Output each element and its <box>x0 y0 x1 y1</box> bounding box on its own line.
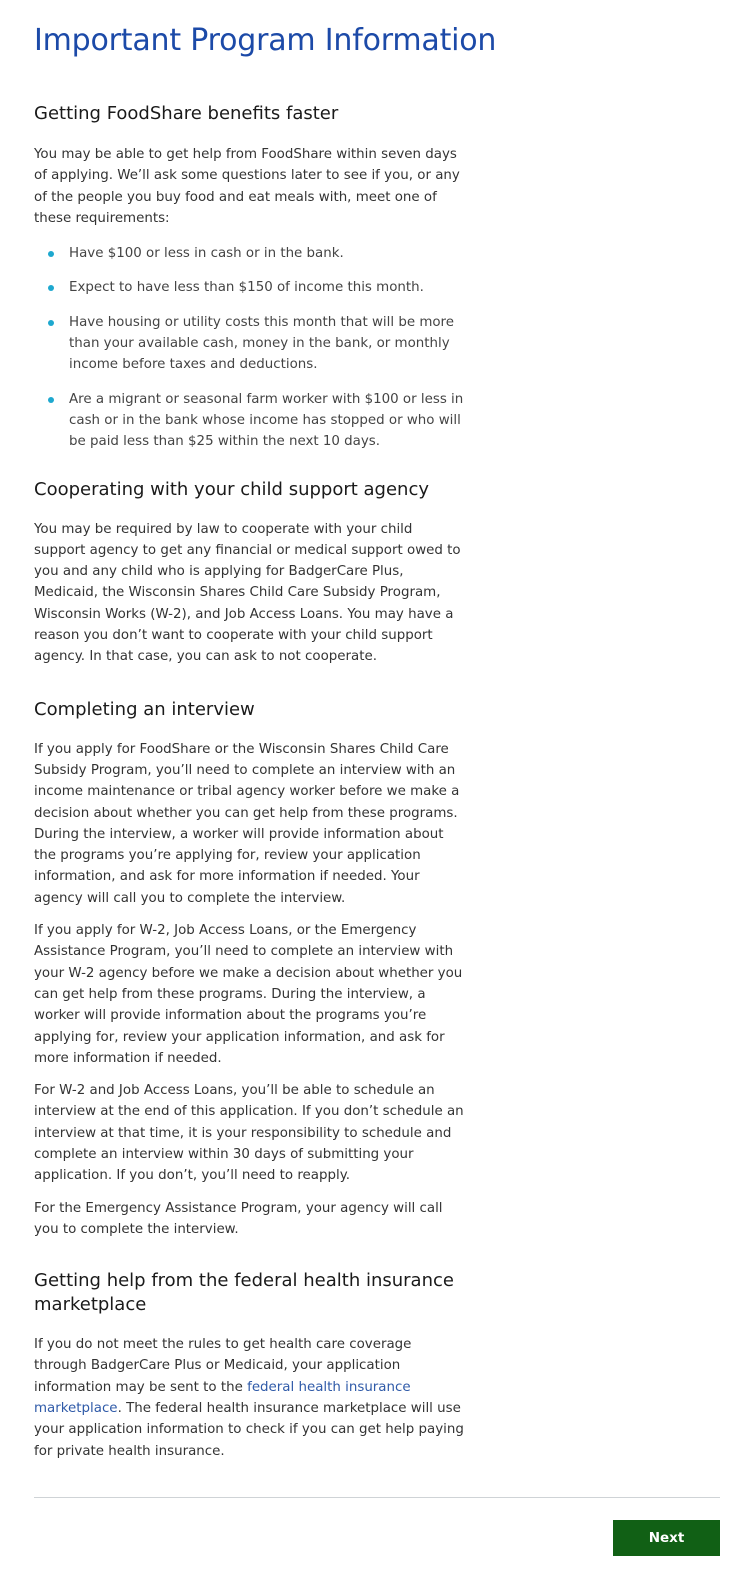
bullet-icon <box>48 285 54 291</box>
bullet-icon <box>48 320 54 326</box>
child-support-section <box>34 478 464 668</box>
main-content <box>34 0 497 1462</box>
marketplace-text <box>34 1334 464 1462</box>
child-support-heading: Cooperating with your child support agency <box>34 478 430 500</box>
page-container <box>34 0 720 1462</box>
list-item <box>34 243 464 264</box>
marketplace-heading: Getting help from the federal health insurance marketplace <box>34 1270 454 1316</box>
marketplace-text-before: If you do not meet the rules to get health care coverage through BadgerCare Plus or Medicaid, your application information may be sent to the <box>34 1337 412 1395</box>
requirement-text: Are a migrant or seasonal farm worker with $100 or less in cash or in the bank whose income has stopped or who will be paid less than $25 within the next 10 days. <box>69 391 464 450</box>
requirements-list <box>34 243 464 452</box>
interview-paragraph-4: For the Emergency Assistance Program, your agency will call you to complete the interview. <box>34 1200 443 1237</box>
interview-section <box>34 698 464 1241</box>
foodshare-section <box>34 102 464 453</box>
marketplace-section <box>34 1269 464 1462</box>
page-title: Important Program Information <box>34 23 497 58</box>
footer-divider <box>34 1497 720 1498</box>
foodshare-heading: Getting FoodShare benefits faster <box>34 103 339 124</box>
next-button[interactable]: Next <box>613 1520 720 1556</box>
interview-paragraph-1: If you apply for FoodShare or the Wisconsin Shares Child Care Subsidy Program, you’ll need to complete an interview with an income maintenance or tribal agency worker before we make a decision about whether you can get help from these programs. During the interview, a worker will provide information about the programs you’re applying for, review your application information, and ask for more information if needed. Your agency will call you to complete the interview. <box>34 741 460 906</box>
list-item <box>34 277 464 298</box>
requirement-text: Have housing or utility costs this month that will be more than your available cash, money in the bank, or monthly income before taxes and deductions. <box>69 314 455 373</box>
bullet-icon <box>48 397 54 403</box>
list-item <box>34 312 464 376</box>
child-support-text: You may be required by law to cooperate with your child support agency to get any financial or medical support owed to you and any child who is applying for BadgerCare Plus, Medicaid, the Wisconsin Shares Child Care Subsidy Program, Wisconsin Works (W-2), and Job Access Loans. You may have a reason you don’t want to cooperate with your child support agency. In that case, you can ask to not cooperate. <box>34 521 461 665</box>
requirement-text: Expect to have less than $150 of income this month. <box>69 280 424 296</box>
interview-paragraph-2: If you apply for W-2, Job Access Loans, or the Emergency Assistance Program, you’ll need to complete an interview with your W-2 agency before we make a decision about whether you can get help from these programs. During the interview, a worker will provide information about the programs you’re applying for, review your application information, and ask for more information if needed. <box>34 923 463 1066</box>
requirement-text: Have $100 or less in cash or in the bank. <box>69 246 344 262</box>
interview-paragraph-3: For W-2 and Job Access Loans, you’ll be able to schedule an interview at the end of this application. If you don’t schedule an interview at that time, it is your responsibility to schedule and complete an interview within 30 days of submitting your application. If you don’t, you’ll need to reapply. <box>34 1083 464 1184</box>
federal-marketplace-link[interactable]: federal health insurance marketplace <box>34 1379 411 1417</box>
foodshare-intro: You may be able to get help from FoodShare within seven days of applying. We’ll ask some questions later to see if you, or any of the people you buy food and eat meals with, meet one of these requirements: <box>34 147 460 226</box>
bullet-icon <box>48 251 54 257</box>
marketplace-text-after: . The federal health insurance marketplace will use your application information to check if you can get help paying for private health insurance. <box>34 1401 464 1459</box>
interview-heading: Completing an interview <box>34 698 255 720</box>
list-item <box>34 389 464 453</box>
